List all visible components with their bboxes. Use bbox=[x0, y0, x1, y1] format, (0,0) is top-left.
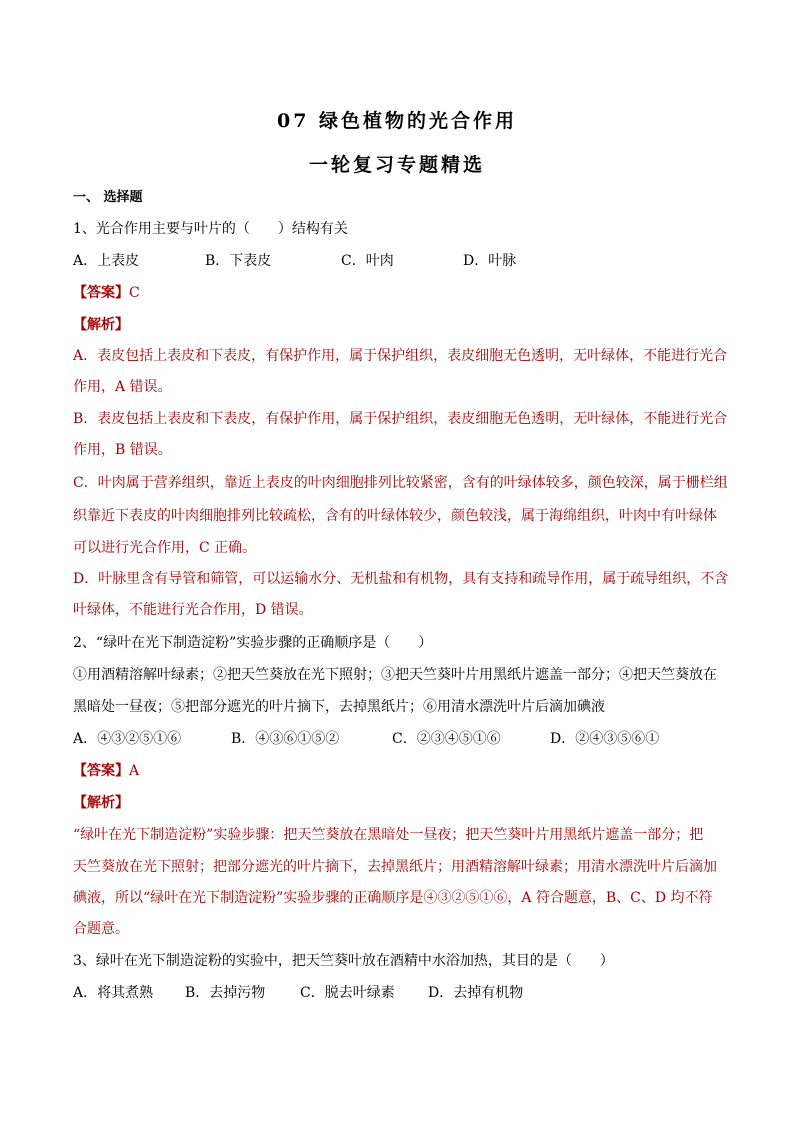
question-2-analysis-label: 【解析】 bbox=[73, 795, 129, 811]
analysis-line: 合题意。 bbox=[73, 921, 129, 937]
analysis-line: B．表皮包括上表皮和下表皮，有保护作用，属于保护组织，表皮细胞无色透明，无叶绿体，不能进行光合 bbox=[73, 411, 728, 427]
question-2-options bbox=[73, 729, 733, 749]
question-2-answer bbox=[73, 761, 733, 781]
analysis-line: 织靠近下表皮的叶肉细胞排列比较疏松，含有的叶绿体较少，颜色较浅，属于海绵组织，叶肉中有叶绿体 bbox=[73, 508, 717, 524]
answer-label: 【答案】 bbox=[73, 285, 129, 301]
question-2-step-line: 黑暗处一昼夜；⑤把部分遮光的叶片摘下，去掉黑纸片；⑥用清水漂洗叶片后滴加碘液 bbox=[73, 699, 605, 715]
question-2-stem: 2、“绿叶在光下制造淀粉”实验步骤的正确顺序是（ ） bbox=[73, 635, 433, 651]
option-c: C．脱去叶绿素 bbox=[300, 985, 395, 1001]
question-2-step-line: ①用酒精溶解叶绿素；②把天竺葵放在光下照射；③把天竺葵叶片用黑纸片遮盖一部分；④把天竺葵放在 bbox=[73, 667, 717, 683]
answer-value: C bbox=[129, 285, 140, 301]
analysis-line: 作用，A 错误。 bbox=[73, 379, 172, 395]
option-b: B．④③⑥①⑤② bbox=[231, 731, 340, 747]
answer-label: 【答案】 bbox=[73, 763, 129, 779]
option-d: D．去掉有机物 bbox=[428, 985, 524, 1001]
option-b: B．去掉污物 bbox=[185, 985, 266, 1001]
question-1-stem: 1、光合作用主要与叶片的（ ）结构有关 bbox=[73, 221, 348, 237]
question-1-analysis-label: 【解析】 bbox=[73, 317, 129, 333]
analysis-line: 叶绿体，不能进行光合作用，D 错误。 bbox=[73, 602, 313, 618]
analysis-line: 天竺葵放在光下照射；把部分遮光的叶片摘下，去掉黑纸片；用酒精溶解叶绿素；用清水漂洗叶片后滴加 bbox=[73, 859, 717, 875]
question-1-options bbox=[73, 251, 733, 271]
option-c: C．叶肉 bbox=[341, 253, 394, 269]
option-a: A．④③②⑤①⑥ bbox=[73, 731, 182, 747]
analysis-line: 可以进行光合作用，C 正确。 bbox=[73, 540, 257, 556]
analysis-line: 作用，B 错误。 bbox=[73, 442, 172, 458]
page-subtitle: 一轮复习专题精选 bbox=[308, 154, 485, 176]
question-3-stem: 3、绿叶在光下制造淀粉的实验中，把天竺葵叶放在酒精中水浴加热，其目的是（ ） bbox=[73, 953, 614, 969]
analysis-line: D．叶脉里含有导管和筛管，可以运输水分、无机盐和有机物，具有支持和疏导作用，属于疏导组织，不含 bbox=[73, 571, 729, 587]
question-1-answer bbox=[73, 283, 733, 303]
option-a: A．将其煮熟 bbox=[73, 985, 154, 1001]
section-heading: 一、 选择题 bbox=[73, 190, 143, 205]
analysis-line: “绿叶在光下制造淀粉”实验步骤：把天竺葵放在黑暗处一昼夜；把天竺葵叶片用黑纸片遮盖一部分；把 bbox=[73, 827, 704, 843]
answer-value: A bbox=[129, 763, 140, 779]
option-c: C．②③④⑤①⑥ bbox=[392, 731, 501, 747]
option-d: D．叶脉 bbox=[463, 253, 517, 269]
option-b: B．下表皮 bbox=[205, 253, 272, 269]
analysis-line: 碘液，所以“绿叶在光下制造淀粉”实验步骤的正确顺序是④③②⑤①⑥，A 符合题意，B、C、D 均不符 bbox=[73, 890, 713, 906]
page-title: 07 绿色植物的光合作用 bbox=[276, 110, 518, 132]
analysis-line: C．叶肉属于营养组织，靠近上表皮的叶肉细胞排列比较紧密，含有的叶绿体较多，颜色较深，属于栅栏组 bbox=[73, 475, 728, 491]
option-a: A．上表皮 bbox=[73, 253, 140, 269]
analysis-line: A．表皮包括上表皮和下表皮，有保护作用，属于保护组织，表皮细胞无色透明，无叶绿体，不能进行光合 bbox=[73, 348, 728, 364]
option-d: D．②④③⑤⑥① bbox=[550, 731, 660, 747]
question-3-options bbox=[73, 983, 733, 1003]
